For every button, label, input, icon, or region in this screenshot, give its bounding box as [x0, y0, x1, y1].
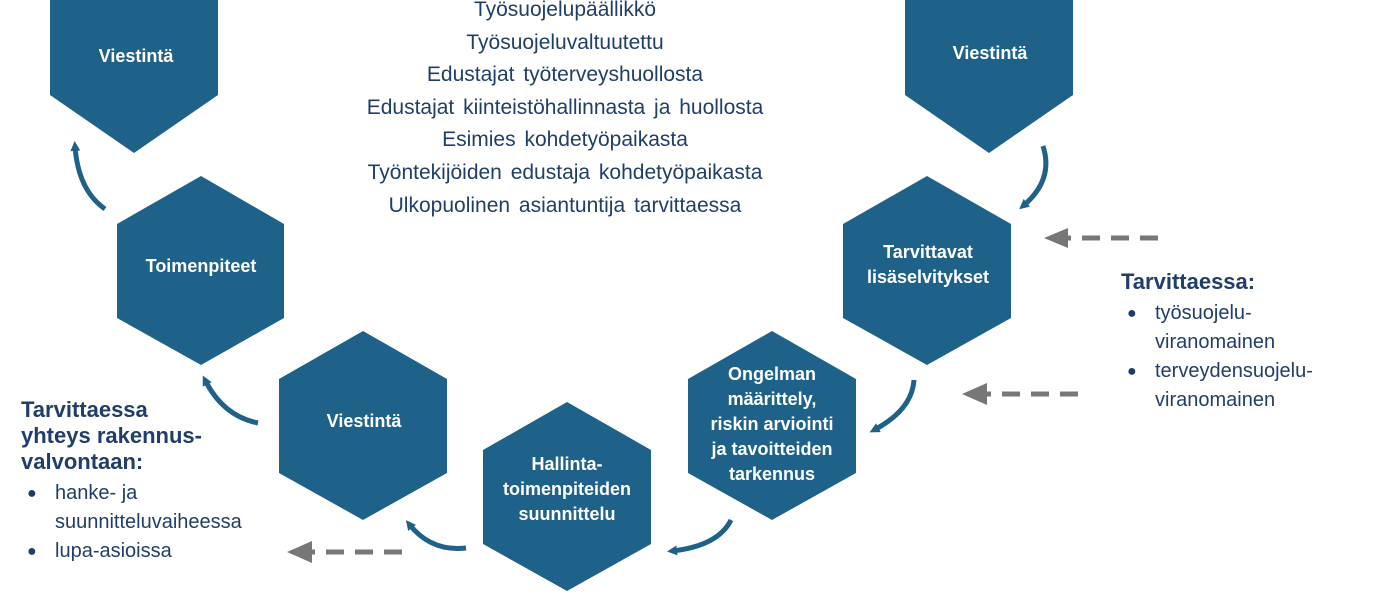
- step-viestinta-bottom: [279, 331, 447, 520]
- step-label-line: riskin arviointi: [710, 414, 834, 434]
- step-label-line: tarkennus: [728, 464, 816, 484]
- title-line: valvontaan:: [21, 449, 144, 474]
- participant-item: Ulkopuolinen asiantuntija tarvittaessa: [388, 193, 742, 217]
- bullet-icon: ●: [1127, 305, 1137, 322]
- step-label-line: Hallinta-: [531, 454, 603, 474]
- participant-item: Edustajat työterveyshuollosta: [426, 63, 704, 87]
- flow-arrow: [75, 146, 105, 209]
- bullet-icon: ●: [1127, 363, 1137, 380]
- item-line: työsuojelu-: [1155, 302, 1252, 324]
- list-item: [21, 479, 296, 537]
- item-line: terveydensuojelu-: [1155, 360, 1313, 382]
- hexagon-shape: [50, 0, 218, 153]
- bullet-icon: ●: [27, 543, 37, 560]
- step-toimenpiteet: [117, 176, 284, 365]
- participant-item: Esimies kohdetyöpaikasta: [442, 128, 688, 152]
- step-label-line: Viestintä: [326, 411, 402, 431]
- flow-arrow: [409, 524, 466, 549]
- step-viestinta-top-left: [50, 0, 218, 153]
- participant-item: Edustajat kiinteistöhallinnasta ja huollosta: [366, 95, 764, 119]
- step-label: [327, 411, 403, 431]
- flow-arrow: [874, 380, 914, 430]
- right-note-title: [1121, 269, 1381, 295]
- title-line: Tarvittaessa: [21, 397, 148, 422]
- step-tarvittavat-lisaselvitykset: [843, 176, 1011, 365]
- step-label: [99, 46, 175, 66]
- participant-item: Työsuojelupäällikkö: [473, 0, 657, 21]
- step-label-line: Viestintä: [98, 46, 174, 66]
- right-note-list: [1121, 299, 1381, 415]
- step-label-line: Toimenpiteet: [145, 256, 257, 276]
- right-note: [1121, 269, 1381, 415]
- step-ongelman-maarittely: [688, 331, 856, 520]
- bullet-icon: ●: [27, 485, 37, 502]
- participant-item: Työsuojeluvaltuutettu: [466, 30, 664, 54]
- step-label: [146, 256, 257, 276]
- dashed-arrow: [962, 383, 1078, 405]
- list-item: [21, 537, 296, 566]
- step-viestinta-top-right: [905, 0, 1073, 153]
- step-label: [953, 43, 1029, 63]
- flow-arrow: [672, 520, 731, 551]
- step-label-line: määrittely,: [727, 389, 817, 409]
- participant-item: Työntekijöiden edustaja kohdetyöpaikasta: [367, 160, 763, 184]
- left-note: [21, 397, 296, 566]
- flow-arrow: [1023, 146, 1046, 206]
- list-item: [1121, 299, 1381, 357]
- step-label-line: toimenpiteiden: [502, 479, 632, 499]
- step-label-line: lisäselvitykset: [866, 267, 990, 287]
- step-label-line: Ongelman: [727, 364, 817, 384]
- item-line: viranomainen: [1155, 389, 1276, 411]
- item-line: viranomainen: [1155, 331, 1276, 353]
- left-note-title: [21, 397, 296, 475]
- item-line: suunnitteluvaiheessa: [55, 511, 242, 533]
- step-hallintatoimenpiteiden-suunnittelu: [483, 402, 651, 591]
- title-line: yhteys rakennus-: [21, 423, 202, 448]
- title-line: Tarvittaessa:: [1121, 269, 1256, 294]
- item-line: hanke- ja: [55, 482, 138, 504]
- item-line: lupa-asioissa: [55, 540, 172, 562]
- step-label-line: ja tavoitteiden: [711, 439, 833, 459]
- step-label-line: Viestintä: [952, 43, 1028, 63]
- left-note-list: [21, 479, 296, 566]
- hexagon-shape: [905, 0, 1073, 153]
- dashed-arrow: [287, 541, 402, 563]
- list-item: [1121, 357, 1381, 415]
- step-label-line: suunnittelu: [518, 504, 616, 524]
- dashed-arrow: [1044, 228, 1158, 248]
- participants-list: [300, 0, 830, 222]
- step-label-line: Tarvittavat: [883, 242, 973, 262]
